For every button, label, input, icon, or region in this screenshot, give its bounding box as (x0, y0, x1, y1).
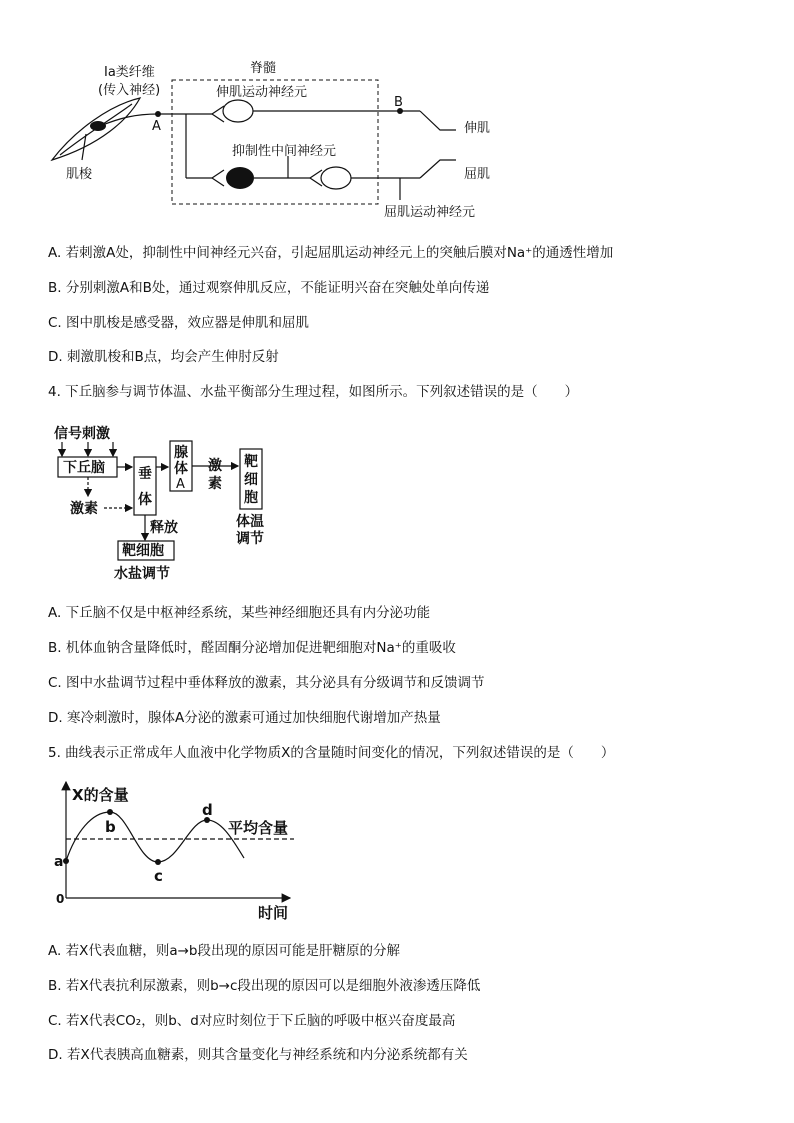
flexor-label: 屈肌 (464, 167, 491, 182)
y-axis-label: X的含量 (72, 786, 129, 804)
flexor-motor-label: 屈肌运动神经元 (384, 205, 476, 220)
ia-fiber-label: Ia类纤维 (104, 65, 155, 80)
temp-regulation-line-1: 体温 (236, 514, 264, 530)
q5-option-c: C. 若X代表CO₂，则b、d对应时刻位于下丘脑的呼吸中枢兴奋度最高 (48, 1013, 456, 1029)
gland-a-char-1: 腺 (174, 445, 188, 461)
q5-option-b: B. 若X代表抗利尿激素，则b→c段出现的原因可以是细胞外液渗透压降低 (48, 978, 481, 994)
point-a-label: a (54, 854, 64, 870)
spindle-label: 肌梭 (66, 167, 93, 182)
inhibitory-inter-label: 抑制性中间神经元 (232, 144, 337, 159)
point-b-dot (107, 809, 113, 815)
point-d-label: d (202, 801, 213, 819)
point-a-dot (63, 858, 69, 864)
q4-option-d: D. 寒冷刺激时，腺体A分泌的激素可通过加快细胞代谢增加产热量 (48, 710, 441, 726)
q3-option-c: C. 图中肌梭是感受器，效应器是伸肌和屈肌 (48, 315, 310, 331)
q4-option-a: A. 下丘脑不仅是中枢神经系统，某些神经细胞还具有内分泌功能 (48, 605, 431, 621)
extensor-motor-label: 伸肌运动神经元 (216, 85, 308, 100)
extensor-label: 伸肌 (464, 121, 491, 136)
gland-a-char-3: A (176, 477, 185, 492)
pituitary-char-2: 体 (138, 492, 152, 508)
q3-option-b: B. 分别刺激A和B处，通过观察伸肌反应，不能证明兴奋在突触处单向传递 (48, 280, 490, 296)
hormone-left-label: 激素 (70, 501, 98, 517)
point-c-label: c (154, 867, 163, 885)
point-a-label: A (152, 119, 161, 134)
point-c-dot (155, 859, 161, 865)
q4-option-b: B. 机体血钠含量降低时，醛固酮分泌增加促进靶细胞对Na⁺的重吸收 (48, 640, 456, 656)
x-axis-label: 时间 (258, 904, 289, 922)
origin-label: 0 (56, 892, 65, 906)
gland-a-char-2: 体 (174, 461, 188, 477)
q5-option-d: D. 若X代表胰高血糖素，则其含量变化与神经系统和内分泌系统都有关 (48, 1047, 468, 1063)
target-top-char-2: 细 (244, 472, 258, 488)
target-top-char-1: 靶 (244, 454, 258, 470)
water-salt-label: 水盐调节 (114, 566, 170, 582)
q5-stem: 5. 曲线表示正常成年人血液中化学物质X的含量随时间变化的情况，下列叙述错误的是（ ） (48, 745, 615, 761)
average-label: 平均含量 (228, 819, 289, 837)
point-b-label: b (105, 818, 116, 836)
q3-option-a: A. 若刺激A处，抑制性中间神经元兴奋，引起屈肌运动神经元上的突触后膜对Na⁺的通透性增加 (48, 245, 614, 261)
release-label: 释放 (150, 520, 178, 536)
target-bottom-label: 靶细胞 (122, 543, 164, 559)
q3-option-d: D. 刺激肌梭和B点，均会产生伸肘反射 (48, 349, 279, 365)
pituitary-char-1: 垂 (138, 466, 152, 482)
q4-option-c: C. 图中水盐调节过程中垂体释放的激素，其分泌具有分级调节和反馈调节 (48, 675, 485, 691)
target-top-char-3: 胞 (244, 490, 258, 506)
signal-stimulus-label: 信号刺激 (54, 426, 110, 442)
hormone-top-char-1: 激 (208, 458, 222, 474)
point-b-label: B (394, 95, 403, 110)
hormone-top-char-2: 素 (208, 476, 222, 492)
afferent-label: (传入神经) (98, 83, 161, 98)
hypothalamus-label: 下丘脑 (63, 460, 105, 476)
spinal-cord-label: 脊髓 (250, 61, 277, 76)
temp-regulation-line-2: 调节 (236, 531, 264, 547)
q4-stem: 4. 下丘脑参与调节体温、水盐平衡部分生理过程，如图所示。下列叙述错误的是（ ） (48, 384, 579, 400)
concentration-curve (66, 812, 244, 862)
q5-option-a: A. 若X代表血糖，则a→b段出现的原因可能是肝糖原的分解 (48, 943, 400, 959)
